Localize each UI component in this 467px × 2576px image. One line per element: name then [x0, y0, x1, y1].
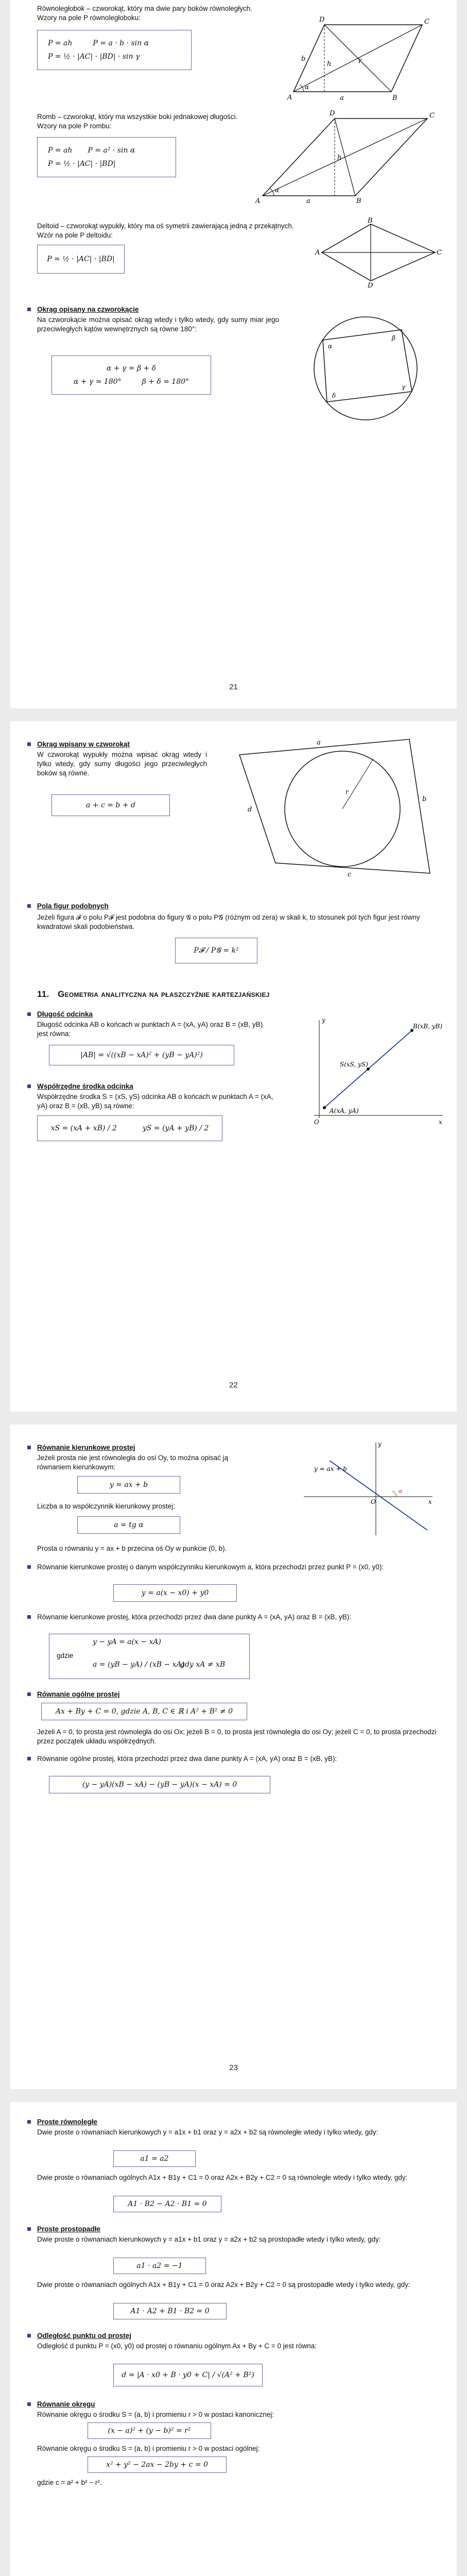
parallelogram-figure: [278, 14, 433, 102]
segment-length-formula-box: [49, 1045, 234, 1065]
svg-text:a: a: [317, 739, 321, 747]
tangential-quad-heading: Okrąg wpisany w czworokąt: [37, 740, 130, 748]
rhombus-definition: Romb – czworokąt, który ma wszystkie boki jednakowej długości.: [37, 113, 238, 121]
inscribed-quad-text: Na czworokącie można opisać okrąg wtedy i tylko wtedy, gdy sumy miar jego przeciwległych kątów wewnętrznych są równe 180°:: [37, 316, 279, 333]
inscribed-quad-figure: [296, 309, 435, 428]
svg-text:A: A: [287, 94, 292, 101]
formula-line: Ax + By + C = 0, gdzie A, B, C ∈ ℝ i A² + B² ≠ 0: [55, 1707, 233, 1716]
svg-text:B: B: [392, 94, 397, 102]
formula-line: P = ½ · |AC| · |BD| · sin γ: [48, 53, 140, 61]
similar-figures-formula-box: [175, 938, 257, 963]
point-line-distance-heading: Odległość punktu od prostej: [37, 2332, 132, 2340]
section-number: 11.: [37, 989, 49, 999]
svg-text:y: y: [322, 1016, 325, 1024]
segment-length-heading: Długość odcinka: [37, 1010, 93, 1018]
similar-figures-heading: Pola figur podobnych: [37, 902, 109, 910]
svg-text:B: B: [356, 197, 361, 205]
kite-definition: Deltoid – czworokąt wypukły, który ma oś symetrii zawierającą jedną z przekątnych.: [37, 222, 294, 230]
svg-text:α: α: [399, 1488, 403, 1495]
svg-text:a: a: [306, 197, 310, 205]
page-23: [10, 1425, 457, 2089]
general-two-point-formula-box: [49, 1776, 270, 1793]
circle-equation-heading: Równanie okręgu: [37, 2400, 95, 2408]
slope-figure: [299, 1440, 438, 1538]
svg-text:b: b: [422, 795, 427, 803]
svg-text:y = ax + b: y = ax + b: [314, 1465, 347, 1472]
svg-text:A: A: [315, 249, 320, 257]
formula-line: a1 = a2: [140, 2155, 169, 2163]
rhombus-figure: [252, 108, 443, 206]
general-two-point-text: Równanie ogólne prostej, która przechodzi przez dwa dane punkty A = (xA, yA) oraz B = (xB, yB):: [37, 1754, 439, 1764]
page-21: [10, 0, 457, 708]
svg-text:B(xB, yB): B(xB, yB): [413, 1023, 442, 1030]
svg-text:C: C: [437, 249, 442, 257]
kite-figure: [314, 216, 443, 289]
point-line-distance-text: Odległość d punktu P = (x0, y0) od prostej o równaniu ogólnym Ax + By + C = 0 jest równa:: [37, 2342, 317, 2350]
parallel-lines-text-2: Dwie proste o równaniach ogólnych A1x + B1y + C1 = 0 oraz A2x + B2y + C2 = 0 są równoległe wtedy i tylko wtedy, gdy:: [37, 2174, 408, 2181]
svg-text:h: h: [337, 154, 342, 162]
midpoint-formula-box: [37, 1115, 222, 1141]
svg-text:C: C: [424, 18, 429, 26]
tangential-quad-figure: [224, 734, 440, 889]
circle-canonical-text: Równanie okręgu o środku S = (a, b) i promieniu r > 0 w postaci kanonicznej:: [37, 2411, 274, 2418]
slope-intercept-heading: Równanie kierunkowe prostej: [37, 1444, 135, 1451]
parallelogram-formula-box: [37, 30, 192, 70]
formula-line: x² + y² − 2ax − 2by + c = 0: [106, 2461, 208, 2469]
svg-text:γ: γ: [358, 56, 362, 63]
general-form-heading: Równanie ogólne prostej: [37, 1690, 120, 1698]
formula-line: α + γ = β + δ: [106, 364, 157, 372]
slope-coefficient-formula-box: [77, 1516, 180, 1534]
similar-figures-text: Jeżeli figura 𝓕 o polu P𝓕 jest podobna do figury 𝓖 o polu P𝓖 (różnym od zera) w skali k, to stosunek pól tych figur jest równy kwadratowi skali podobieństwa.: [37, 913, 420, 930]
kite-formula-box: [37, 245, 125, 274]
page-24: [10, 2102, 457, 2576]
page-number: 22: [229, 1381, 238, 1389]
formula-line: A1 · A2 + B1 · B2 = 0: [130, 2307, 210, 2315]
formula-line: (x − a)² + (y − b)² = r²: [108, 2427, 191, 2435]
svg-text:b: b: [301, 55, 306, 63]
perpendicular-lines-text-1: Dwie proste o równaniach kierunkowych y = a1x + b1 oraz y = a2x + b2 są prostopadłe wtedy i tylko wtedy, gdy:: [37, 2235, 381, 2243]
formula-line: |AB| = √((xB − xA)² + (yB − yA)²): [80, 1051, 203, 1059]
perpendicular-lines-formula-1-box: [113, 2258, 206, 2274]
svg-text:O: O: [314, 1118, 319, 1126]
svg-text:D: D: [330, 110, 335, 117]
point-line-distance-formula-box: [113, 2364, 263, 2386]
svg-text:S(xS, yS): S(xS, yS): [340, 1061, 368, 1068]
midpoint-heading: Współrzędne środka odcinka: [37, 1082, 133, 1090]
slope-intercept-formula-box: [77, 1476, 180, 1494]
page-22: [10, 721, 457, 1412]
formula-line: β + δ = 180°: [142, 378, 189, 386]
svg-text:y: y: [378, 1440, 382, 1448]
segment-length-text: Długość odcinka AB o końcach w punktach A = (xA, yA) oraz B = (xB, yB) jest równa:: [37, 1021, 263, 1038]
section-title: Geometria analityczna na płaszczyźnie kartezjańskiej: [58, 989, 270, 999]
svg-text:d: d: [248, 806, 252, 814]
circle-general-note: gdzie c = a² + b² − r².: [37, 2479, 102, 2486]
formula-line: A1 · B2 − A2 · B1 = 0: [128, 2200, 207, 2208]
y-intercept-text: Prosta o równaniu y = ax + b przecina oś Oy w punkcie (0, b).: [37, 1545, 227, 1552]
slope-coefficient-text: Liczba a to współczynnik kierunkowy prostej:: [37, 1502, 175, 1510]
formula-line: (y − yA)(xB − xA) − (yB − yA)(x − xA) = 0: [82, 1781, 237, 1789]
general-form-text: Jeżeli A = 0, to prosta jest równoległa do osi Ox; jeżeli B = 0, to prosta jest równoległa do osi Oy; jeżeli C = 0, to prosta przechodzi przez początek układu współrzędnych.: [37, 1728, 437, 1745]
page-number: 23: [229, 2063, 238, 2072]
rhombus-formula-box: [37, 137, 176, 177]
perpendicular-lines-formula-2-box: [113, 2303, 227, 2319]
parallel-lines-formula-1-box: [113, 2150, 196, 2167]
svg-text:D: D: [319, 16, 325, 24]
svg-text:A(xA, yA): A(xA, yA): [330, 1107, 359, 1114]
formula-line: P = a · b · sin α: [93, 39, 149, 47]
parallel-lines-text-1: Dwie proste o równaniach kierunkowych y = a1x + b1 oraz y = a2x + b2 są równoległe wtedy i tylko wtedy, gdy:: [37, 2128, 378, 2136]
svg-text:α: α: [328, 343, 333, 350]
svg-text:β: β: [392, 334, 395, 342]
formula-line: P𝓕 / P𝓖 = k²: [194, 946, 239, 955]
slope-intercept-text: Jeżeli prosta nie jest równoległa do osi Oy, to można opisać ją równaniem kierunkowym:: [37, 1454, 229, 1471]
kite-area-label: Wzór na pole P deltoidu:: [37, 231, 113, 239]
tangential-quad-formula-box: [51, 794, 170, 816]
page-number: 21: [229, 683, 238, 691]
segment-figure: [304, 1015, 448, 1128]
svg-text:α: α: [305, 83, 309, 91]
formula-line: d = |A · x0 + B · y0 + C| / √(A² + B²): [122, 2371, 254, 2379]
two-point-text: Równanie kierunkowe prostej, która przechodzi przez dwa dane punkty A = (xA, yA) oraz B = (xB, yB):: [37, 1613, 439, 1622]
formula-line: a1 · a2 = −1: [136, 2262, 183, 2270]
svg-text:A: A: [255, 197, 261, 205]
svg-text:c: c: [348, 871, 352, 878]
point-slope-text: Równanie kierunkowe prostej o danym współczynniku kierunkowym a, która przechodzi przez punkt P = (x0, y0):: [37, 1563, 439, 1572]
svg-text:C: C: [429, 112, 435, 120]
svg-text:r: r: [345, 788, 349, 795]
perpendicular-lines-text-2: Dwie proste o równaniach ogólnych A1x + B1y + C1 = 0 oraz A2x + B2y + C2 = 0 są prostopadłe wtedy i tylko wtedy, gdy:: [37, 2281, 410, 2289]
formula-line: P = ½ · |AC| · |BD|: [48, 160, 116, 168]
formula-line: P = a² · sin α: [88, 146, 135, 155]
perpendicular-lines-heading: Proste prostopadłe: [37, 2225, 101, 2233]
formula-line: y − yA = a(x − xA): [93, 1638, 161, 1646]
svg-text:x: x: [428, 1498, 432, 1505]
inscribed-quad-heading: Okrąg opisany na czworokącie: [37, 306, 139, 313]
formula-line: P = ½ · |AC| · |BD|: [47, 255, 115, 263]
formula-line: xS = (xA + xB) / 2: [50, 1124, 117, 1132]
midpoint-text: Współrzędne środka S = (xS, yS) odcinka AB o końcach w punktach A = (xA, yA) oraz B = (xB, yB) są równe:: [37, 1093, 273, 1110]
formula-line: a + c = b + d: [85, 801, 135, 809]
point-slope-formula-box: [113, 1584, 237, 1602]
svg-text:δ: δ: [332, 392, 336, 399]
formula-line: y = a(x − x0) + y0: [141, 1589, 209, 1597]
formula-line: y = ax + b: [109, 1481, 148, 1489]
circle-canonical-formula-box: [88, 2422, 211, 2439]
circle-general-formula-box: [88, 2456, 227, 2473]
formula-line: yS = (yA + yB) / 2: [142, 1124, 209, 1132]
general-form-formula-box: [41, 1703, 247, 1720]
circle-general-text: Równanie okręgu o środku S = (a, b) i promieniu r > 0 w postaci ogólnej:: [37, 2445, 260, 2452]
tangential-quad-text: W czworokąt wypukły można wpisać okrąg wtedy i tylko wtedy, gdy sumy długości jego przeciwległych boków są równe.: [37, 751, 207, 777]
parallel-lines-heading: Proste równoległe: [37, 2118, 98, 2126]
rhombus-area-label: Wzory na pole P rombu:: [37, 122, 112, 130]
inscribed-quad-formula-box: [51, 355, 211, 395]
svg-text:a: a: [340, 94, 344, 102]
formula-line: a = (yB − yA) / (xB − xA): [93, 1660, 185, 1669]
svg-text:α: α: [275, 187, 280, 194]
parallelogram-definition: Równoległobok – czworokąt, który ma dwie pary boków równoległych.: [37, 5, 252, 12]
svg-text:B: B: [368, 217, 373, 225]
formula-line: gdy xA ≠ xB: [180, 1660, 226, 1669]
two-point-where: gdzie: [57, 1652, 74, 1659]
formula-line: α + γ = 180°: [73, 378, 122, 386]
svg-text:x: x: [439, 1118, 442, 1126]
parallel-lines-formula-2-box: [113, 2196, 221, 2212]
svg-text:D: D: [368, 282, 373, 289]
formula-line: P = ah: [48, 39, 73, 47]
svg-text:O: O: [371, 1498, 376, 1505]
svg-text:h: h: [327, 60, 332, 68]
parallelogram-area-label: Wzory na pole P równoległoboku:: [37, 14, 141, 22]
svg-text:γ: γ: [402, 383, 406, 391]
formula-line: P = ah: [48, 146, 73, 155]
formula-line: a = tg α: [114, 1521, 144, 1529]
